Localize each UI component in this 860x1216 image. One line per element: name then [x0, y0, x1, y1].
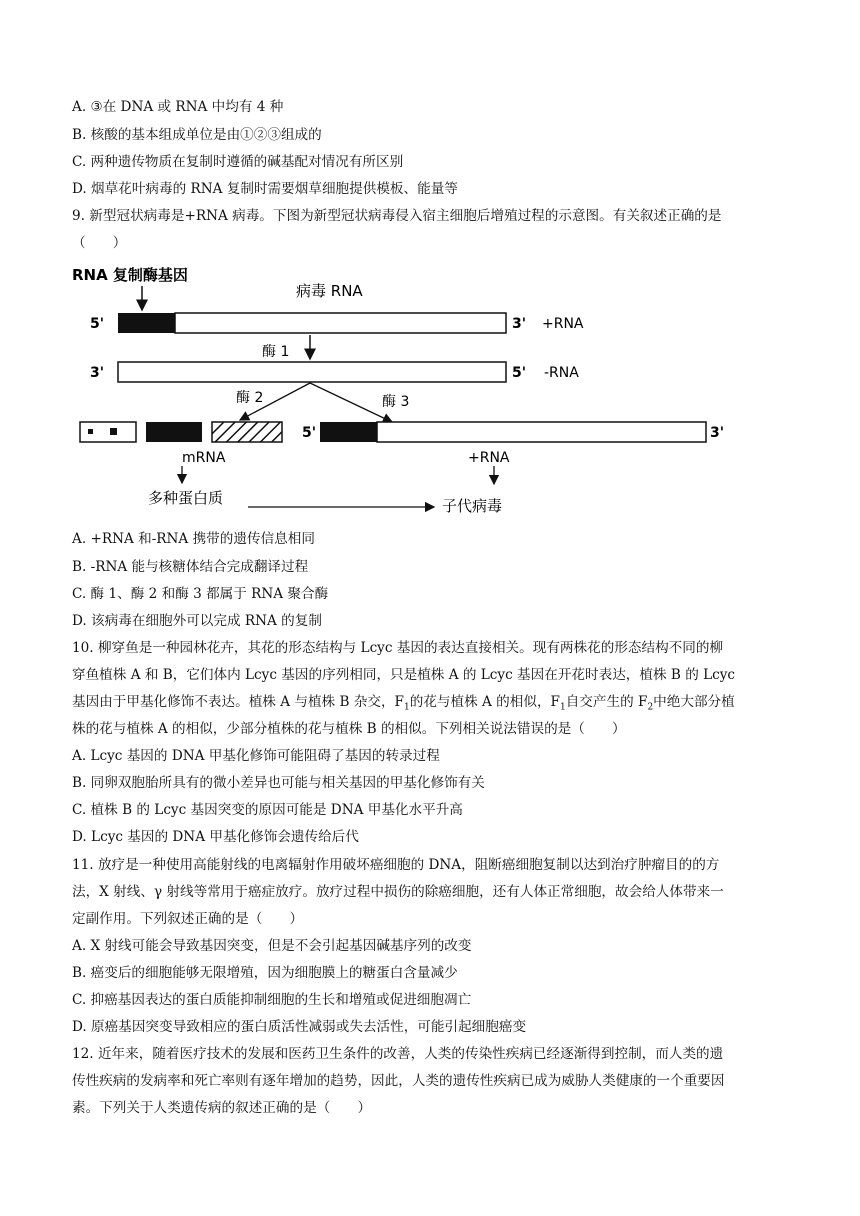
q11-stem-line-2: 法，X 射线、γ 射线等常用于癌症放疗。放疗过程中损伤的除癌细胞，还有人体正常细胞，故会给人体带来一	[72, 884, 724, 900]
q12-stem-line-3: 素。下列关于人类遗传病的叙述正确的是（ ）	[72, 1100, 372, 1116]
q9-stem: 9. 新型冠状病毒是+RNA 病毒。下图为新型冠状病毒侵入宿主细胞后增殖过程的示意图。有关叙述正确的是	[72, 208, 722, 224]
q8-option-c: C. 两种遗传物质在复制时遵循的碱基配对情况有所区别	[72, 154, 404, 170]
proteins-label: 多种蛋白质	[148, 489, 224, 507]
q11-option-a: A. X 射线可能会导致基因突变，但是不会引起基因碱基序列的改变	[72, 938, 472, 954]
q11-option-b: B. 癌变后的细胞能够无限增殖，因为细胞膜上的糖蛋白含量减少	[72, 965, 458, 981]
q10-text-part: 的花与植株 A 的相似，F	[409, 694, 560, 710]
q12-stem-line-1: 12. 近年来，随着医疗技术的发展和医药卫生条件的改善，人类的传染性疾病已经逐渐得到控制，而人类的遗	[72, 1046, 724, 1062]
replicase-gene-segment	[118, 313, 175, 333]
q10-text-part: 中绝大部分植	[653, 694, 735, 710]
q10-stem-line-1: 10. 柳穿鱼是一种园林花卉，其花的形态结构与 Lcyc 基因的表达直接相关。现有两株花的形态结构不同的柳	[72, 640, 724, 656]
q10-option-d: D. Lcyc 基因的 DNA 甲基化修饰会遗传给后代	[72, 829, 359, 845]
new-plus-rna-label: +RNA	[468, 450, 510, 466]
minus-rna-label: -RNA	[544, 365, 579, 381]
plus-strand-3prime: 3'	[512, 316, 527, 332]
q10-text-part: 自交产生的 F	[565, 694, 648, 710]
plus-rna-strand	[175, 313, 506, 333]
new-strand-5prime: 5'	[302, 425, 317, 441]
q10-option-c: C. 植株 B 的 Lcyc 基因突变的原因可能是 DNA 甲基化水平升高	[72, 802, 463, 818]
q9-option-a: A. +RNA 和-RNA 携带的遗传信息相同	[72, 531, 315, 547]
q10-text-part: 基因由于甲基化修饰不表达。植株 A 与植株 B 杂交，F	[72, 694, 404, 710]
enzyme-1-label: 酶 1	[262, 344, 290, 360]
q9-stem-bracket: （ ）	[72, 235, 127, 251]
q10-subscript: 2	[647, 702, 654, 713]
q11-stem-line-1: 11. 放疗是一种使用高能射线的电离辐射作用破坏癌细胞的 DNA，阻断癌细胞复制以达到治疗肿瘤目的的方	[72, 857, 720, 873]
enzyme-3-arrow	[310, 383, 392, 422]
q10-option-b: B. 同卵双胞胎所具有的微小差异也可能与相关基因的甲基化修饰有关	[72, 775, 485, 791]
new-strand-gene-segment	[320, 422, 377, 442]
q8-option-a: A. ③在 DNA 或 RNA 中均有 4 种	[72, 99, 284, 115]
enzyme-2-label: 酶 2	[236, 390, 264, 406]
mrna-dot-2	[110, 428, 117, 435]
q10-option-a: A. Lcyc 基因的 DNA 甲基化修饰可能阻碍了基因的转录过程	[72, 748, 440, 764]
q10-stem-line-4: 株的花与植株 A 的相似，少部分植株的花与植株 B 的相似。下列相关说法错误的是（ ）	[72, 721, 626, 737]
plus-rna-label: +RNA	[542, 316, 584, 332]
q9-option-c: C. 酶 1、酶 2 和酶 3 都属于 RNA 聚合酶	[72, 586, 329, 602]
q10-subscript: 1	[559, 702, 566, 713]
new-strand-3prime: 3'	[710, 425, 725, 441]
q10-subscript: 1	[404, 702, 410, 713]
q10-stem-line-3	[72, 692, 735, 718]
minus-strand-5prime: 5'	[512, 365, 527, 381]
q10-stem-line-2: 穿鱼植株 A 和 B，它们体内 Lcyc 基因的序列相同，只是植株 A 的 Lcyc 基因在开花时表达，植株 B 的 Lcyc	[72, 667, 736, 683]
plus-strand-5prime: 5'	[90, 316, 105, 332]
enzyme-3-label: 酶 3	[382, 394, 410, 410]
q11-option-d: D. 原癌基因突变导致相应的蛋白质活性减弱或失去活性，可能引起细胞癌变	[72, 1019, 527, 1035]
progeny-virus-label: 子代病毒	[442, 497, 503, 515]
q8-option-b: B. 核酸的基本组成单位是由①②③组成的	[72, 127, 322, 143]
new-plus-rna-strand	[377, 422, 706, 442]
rna-replicase-gene-label: RNA 复制酶基因	[72, 266, 188, 284]
mrna-fragment-3	[212, 422, 282, 442]
q11-stem-line-3: 定副作用。下列叙述正确的是（ ）	[72, 911, 304, 927]
minus-rna-strand	[118, 362, 506, 382]
mrna-label: mRNA	[182, 450, 226, 466]
mrna-dot-1	[88, 429, 93, 434]
q12-stem-line-2: 传性疾病的发病率和死亡率则有逐年增加的趋势，因此，人类的遗传性疾病已成为威胁人类健康的一个重要因	[72, 1073, 725, 1089]
viral-rna-label: 病毒 RNA	[296, 282, 363, 300]
mrna-fragment-2	[146, 422, 202, 442]
q9-option-b: B. -RNA 能与核糖体结合完成翻译过程	[72, 559, 309, 575]
q11-option-c: C. 抑癌基因表达的蛋白质能抑制细胞的生长和增殖或促进细胞凋亡	[72, 992, 472, 1008]
virus-replication-diagram	[72, 256, 742, 526]
minus-strand-3prime: 3'	[90, 365, 105, 381]
q8-option-d: D. 烟草花叶病毒的 RNA 复制时需要烟草细胞提供模板、能量等	[72, 181, 458, 197]
q9-option-d: D. 该病毒在细胞外可以完成 RNA 的复制	[72, 613, 322, 629]
